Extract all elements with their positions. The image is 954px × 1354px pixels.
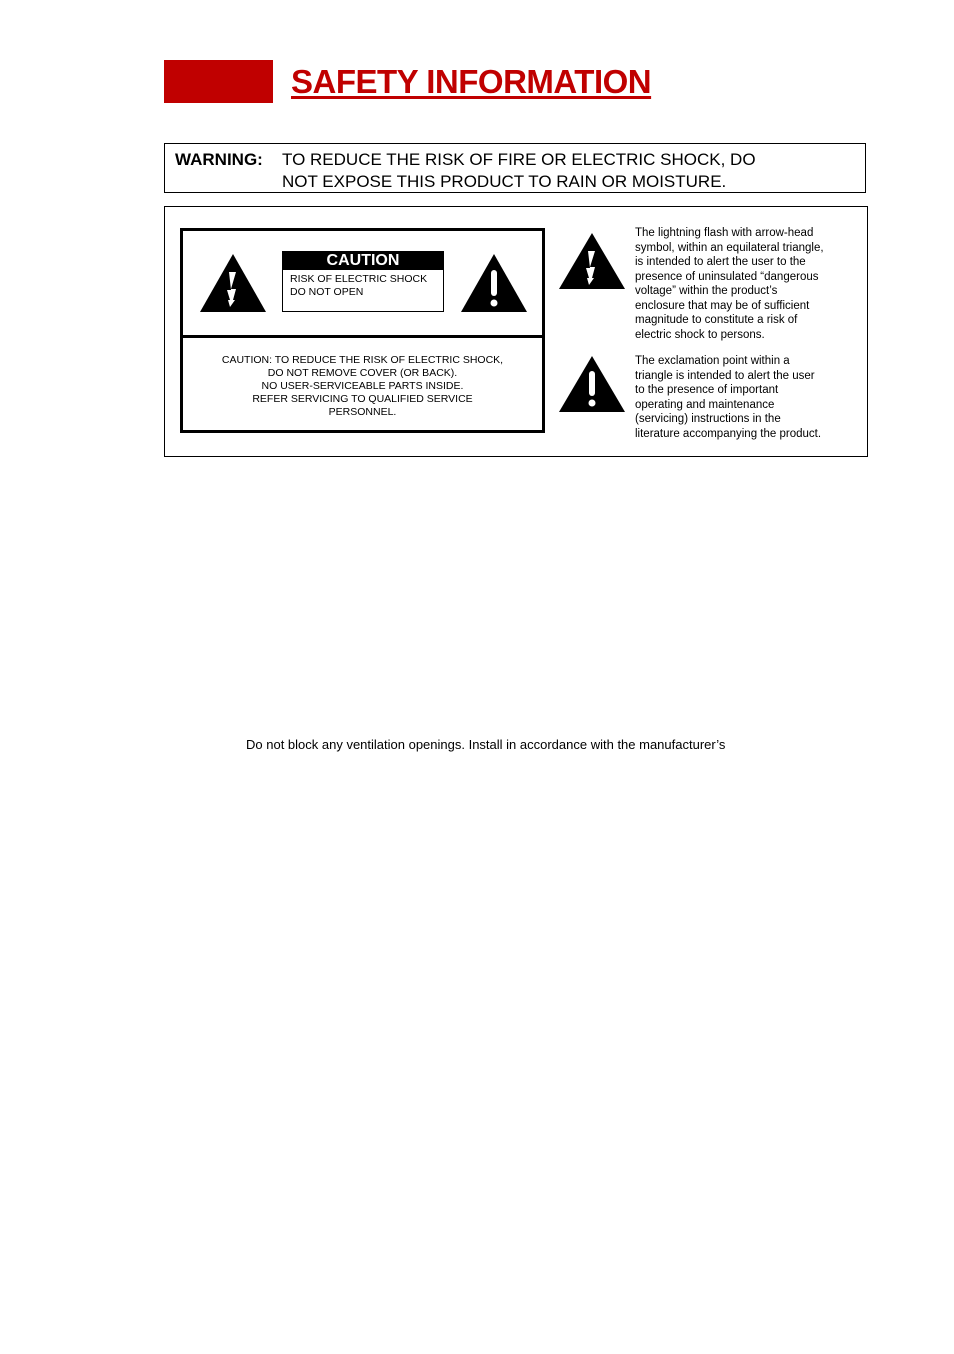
- caution-box: [282, 251, 444, 312]
- safety-symbols-box: [164, 206, 868, 457]
- lightning-triangle-icon: [198, 252, 268, 314]
- lightning-symbol-description: The lightning flash with arrow-head symbol, within an equilateral triangle, is intended to alert the user to the presence of uninsulated “dangerous voltage” within the product’s enclosure that may be of sufficient magnitude to constitute a risk of electric shock to persons.: [635, 227, 824, 341]
- caution-heading: CAUTION: [283, 252, 443, 270]
- exclamation-triangle-icon: [557, 354, 627, 414]
- panel-divider: [183, 335, 542, 338]
- title-accent-block: [164, 60, 273, 103]
- caution-notice: CAUTION: TO REDUCE THE RISK OF ELECTRIC SHOCK, DO NOT REMOVE COVER (OR BACK). NO USER-SERVICEABLE PARTS INSIDE. REFER SERVICING TO QUALIFIED SERVICE PERSONNEL.: [221, 354, 504, 418]
- warning-text: TO REDUCE THE RISK OF FIRE OR ELECTRIC SHOCK, DO NOT EXPOSE THIS PRODUCT TO RAIN OR MOISTURE.: [282, 150, 756, 191]
- caution-label-panel: [180, 228, 545, 433]
- warning-label: WARNING:: [175, 150, 263, 169]
- warning-box: [164, 143, 866, 193]
- lightning-triangle-icon: [557, 231, 627, 291]
- ventilation-instruction: Do not block any ventilation openings. Install in accordance with the manufacturer’s: [246, 737, 726, 752]
- exclamation-symbol-description: The exclamation point within a triangle is intended to alert the user to the presence of important operating and maintenance (servicing) instructions in the literature accompanying the product.: [635, 355, 822, 440]
- page-title: SAFETY INFORMATION: [291, 63, 652, 100]
- exclamation-triangle-icon: [459, 252, 529, 314]
- caution-lines: RISK OF ELECTRIC SHOCK DO NOT OPEN: [290, 273, 428, 298]
